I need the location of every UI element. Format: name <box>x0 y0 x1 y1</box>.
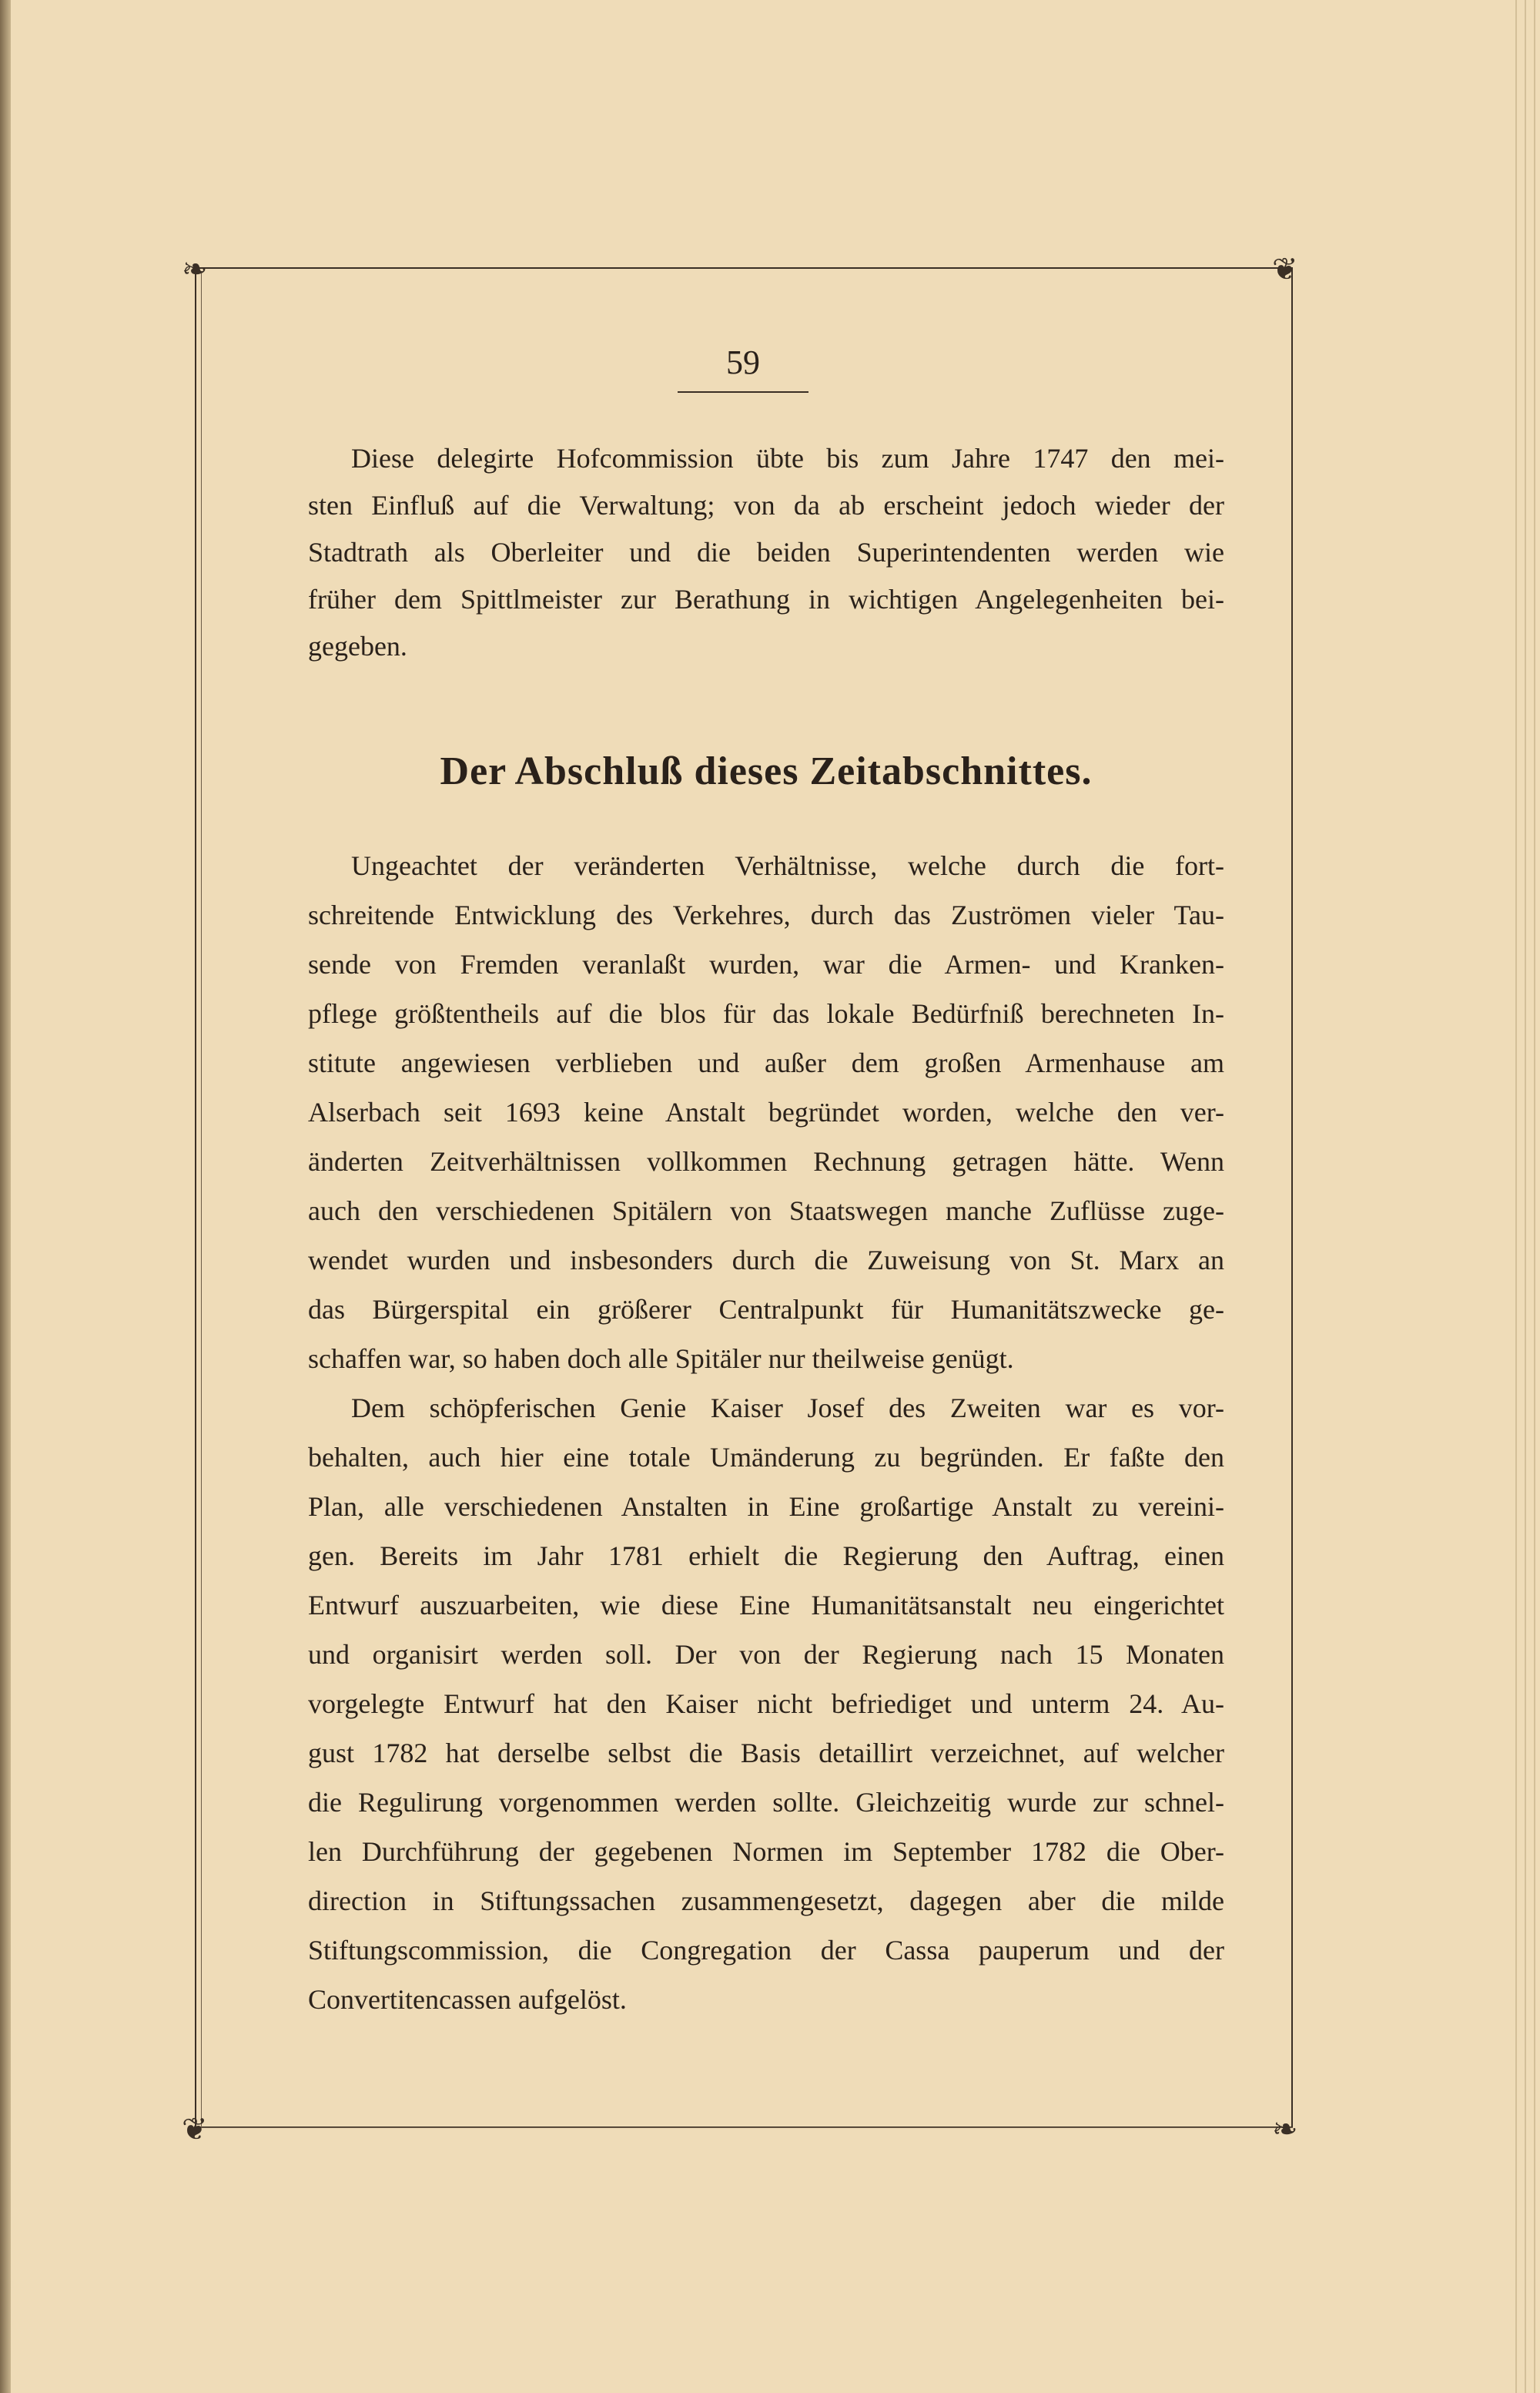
text-line: Ungeachtet der veränderten Verhältnisse, welche durch die fort- <box>351 850 1224 881</box>
text-line: schreitende Entwicklung des Verkehres, durch das Zuströmen vieler Tau- <box>308 900 1224 930</box>
text-line: Plan, alle verschiedenen Anstalten in Eine großartige Anstalt zu vereini- <box>308 1491 1224 1522</box>
text-line: schaffen war, so haben doch alle Spitäler nur theilweise genügt. <box>308 1343 1014 1374</box>
text-line: sende von Fremden veranlaßt wurden, war die Armen- und Kranken- <box>308 949 1224 980</box>
text-line: Convertitencassen aufgelöst. <box>308 1984 627 2015</box>
paragraph-3 <box>308 1383 1224 2024</box>
corner-ornament-icon: ❦ <box>1272 252 1298 287</box>
text-line: auch den verschiedenen Spitälern von Staatswegen manche Zuflüsse zuge- <box>308 1195 1224 1226</box>
text-line: Stadtrath als Oberleiter und die beiden Superintendenten werden wie <box>308 537 1224 568</box>
text-line: Dem schöpferischen Genie Kaiser Josef des Zweiten war es vor- <box>351 1393 1224 1423</box>
section-heading: Der Abschluß dieses Zeitabschnittes. <box>440 749 1093 793</box>
text-line: direction in Stiftungssachen zusammengesetzt, dagegen aber die milde <box>308 1885 1224 1916</box>
text-line: die Regulirung vorgenommen werden sollte. Gleichzeitig wurde zur schnel- <box>308 1787 1224 1818</box>
text-line: Stiftungscommission, die Congregation der Cassa pauperum und der <box>308 1935 1224 1966</box>
text-line: Entwurf auszuarbeiten, wie diese Eine Humanitätsanstalt neu eingerichtet <box>308 1590 1224 1620</box>
text-line: stitute angewiesen verblieben und außer dem großen Armenhause am <box>308 1047 1224 1078</box>
text-line: Diese delegirte Hofcommission übte bis zum Jahre 1747 den mei- <box>351 443 1224 474</box>
page-edge-line <box>1525 0 1526 2393</box>
corner-ornament-icon: ❧ <box>182 252 208 287</box>
page-edge-line <box>1534 0 1535 2393</box>
corner-ornament-icon: ❦ <box>182 2112 208 2147</box>
text-line: änderten Zeitverhältnissen vollkommen Rechnung getragen hätte. Wenn <box>308 1146 1224 1177</box>
text-line: behalten, auch hier eine totale Umänderung zu begründen. Er faßte den <box>308 1442 1224 1473</box>
page-edge-line <box>1515 0 1517 2393</box>
text-line: gen. Bereits im Jahr 1781 erhielt die Regierung den Auftrag, einen <box>308 1540 1224 1571</box>
paragraph-2 <box>308 841 1224 1383</box>
text-line: vorgelegte Entwurf hat den Kaiser nicht befriediget und unterm 24. Au- <box>308 1688 1224 1719</box>
text-line: len Durchführung der gegebenen Normen im September 1782 die Ober- <box>308 1836 1224 1867</box>
book-binding-edge <box>0 0 11 2393</box>
corner-ornament-icon: ❧ <box>1272 2112 1298 2147</box>
text-line: Alserbach seit 1693 keine Anstalt begründet worden, welche den ver- <box>308 1097 1224 1128</box>
text-line: und organisirt werden soll. Der von der Regierung nach 15 Monaten <box>308 1639 1224 1670</box>
text-line: früher dem Spittlmeister zur Berathung in wichtigen Angelegenheiten bei- <box>308 584 1224 615</box>
text-line: wendet wurden und insbesonders durch die Zuweisung von St. Marx an <box>308 1245 1224 1275</box>
text-line: gust 1782 hat derselbe selbst die Basis detaillirt verzeichnet, auf welcher <box>308 1738 1224 1768</box>
page-number: 59 <box>726 344 760 381</box>
page-number-rule <box>678 391 808 393</box>
text-line: das Bürgerspital ein größerer Centralpunkt für Humanitätszwecke ge- <box>308 1294 1224 1325</box>
paragraph-1 <box>308 435 1224 670</box>
text-line: pflege größtentheils auf die blos für das lokale Bedürfniß berechneten In- <box>308 998 1224 1029</box>
text-line: sten Einfluß auf die Verwaltung; von da ab erscheint jedoch wieder der <box>308 490 1224 521</box>
text-line: gegeben. <box>308 631 407 662</box>
